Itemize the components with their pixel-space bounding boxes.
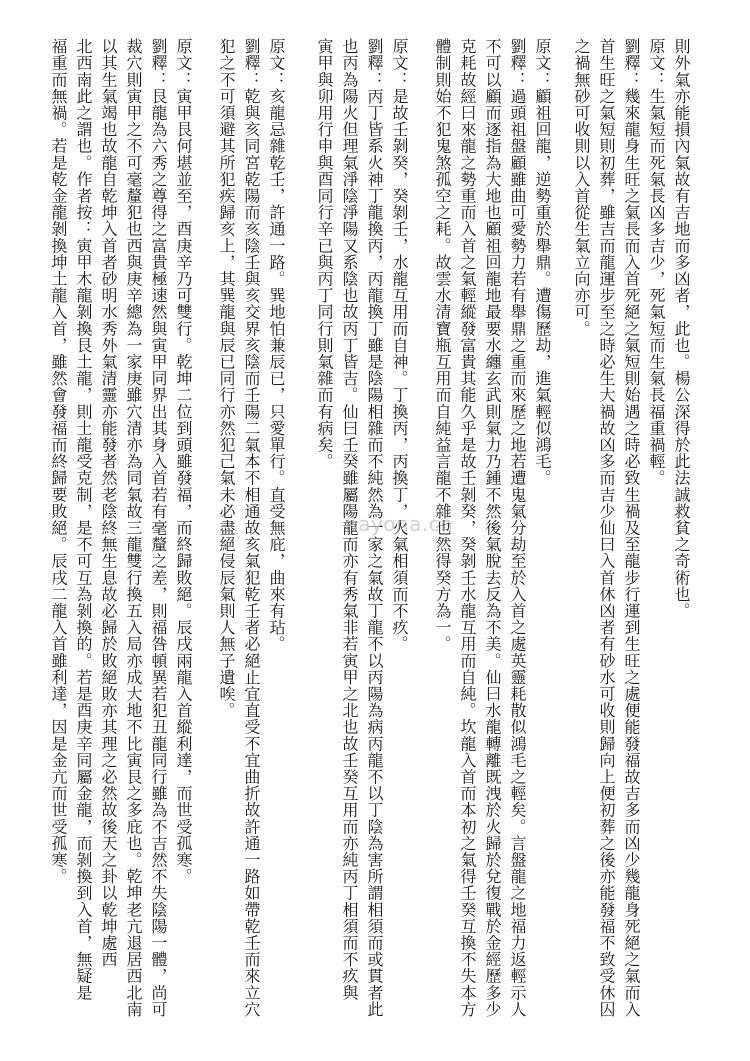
text-column: 寅甲與卯用行申與酉同行辛已與丙丁同行則氣雜而有病矣。 <box>315 38 334 470</box>
text-column: 則外氣亦能損內氣故有吉地而多凶者，此也。楊公深得於此法誠救貧之奇術也。 <box>672 38 691 619</box>
text-column: 犯之不可須避其所犯疾歸亥上，其巽龍與辰已同行亦然犯己氣未必盡絕侵辰氣則人無子遺唉。 <box>217 38 236 719</box>
text-column: 不可以顧而逐指為大地也顧祖回龍地最要水纏玄武則氣力乃鍾不然後氣脫去反為不美。仙曰水龍轉離既洩於火歸於兌復戰於金經歷多少 <box>483 38 502 1018</box>
text-column: 體制則始不犯鬼煞孤空之耗。故雲水清寶瓶互用而自純益言龍不雜也然得癸方為一。 <box>433 38 452 653</box>
text-column: 也丙為陽火但理氣淨陰淨陽又系陰也故丙丁皆吉。仙曰壬癸雖屬陽龍而亦有秀氣非若寅甲之北也故壬癸互用而亦純丙丁相須而不疚與 <box>340 38 359 1001</box>
watermark: nayona.cn <box>345 512 454 536</box>
text-column: 原文：是故壬剝癸，癸剝壬，水龍互用而自神。丁換丙，丙換丁，火氣相須而不疚。 <box>390 38 409 653</box>
text-column: 劉釋：過頭祖盤顧雖曲可愛勢力若有舉鼎之重而來歷之地若遭鬼氣分劫至於入首之處英靈耗散似鴻毛之輕矣。言盤龍之地福力返輕示人 <box>508 38 527 1018</box>
text-column: 原文：生氣短而死氣長凶多吉少，死氣短而生氣長福重禍輕。 <box>647 38 666 487</box>
text-column: 劉釋：乾與亥同宮乾陽而亥陰壬與亥交界亥陰而壬陽二氣本不相通故亥氣犯乾壬者必絕止宜直受不宜曲折故許通一路如帶乾壬而來立穴 <box>242 38 261 1018</box>
text-column: 原文：顧祖回龍，逆勢重於舉鼎。遭傷歷劫，進氣輕似鴻毛。 <box>533 38 552 487</box>
text-column: 以其生氣竭也故龍自乾坤入首者砂明水秀外氣清靈亦能發者然老陰終無生息故必歸於敗絕敗亦其理之必然故後天之卦以乾坤處西 <box>99 38 118 968</box>
text-column: 裁穴則寅甲之不可毫釐犯也西與庚辛總為一家庚雖穴清亦為同氣故三龍雙行換五入局亦成大地不比寅艮之多庇也。乾坤老亢退居西北南 <box>124 38 143 1018</box>
text-column: 劉釋：艮龍為六秀之尊得之富貴極速然與寅甲同界出其身入首若有毫釐之差，則福咎頓異若犯丑龍同行雖為不吉然不失陰陽一體，尚可 <box>149 38 168 1018</box>
text-column: 之禍無砂可收則以入首從生氣立向亦可。 <box>572 38 591 337</box>
text-column: 原文：亥龍忌雜乾壬，許通一路。巽地怕兼辰已，只愛單行。直受無庇，曲來有玷。 <box>267 38 286 653</box>
text-column: 劉釋：丙丁皆系火神丁龍換丙，丙龍換丁雖是陰陽相雜而不純然為一家之氣故丁龍不以丙陽為病丙龍不以丁陰為害所謂相須而或貫者此 <box>365 38 384 1018</box>
text-column: 福重而無禍。若是乾金龍剝換坤土龍入首，雖然會發福而終歸要敗絕。辰戌二龍入首雖利達，因是金亢而世受孤寒。 <box>49 38 68 885</box>
text-column: 劉釋：幾來龍身生旺之氣長而入首死絕之氣短則始遇之時必致生禍及至龍步行運到生旺之處便能發福故吉多而凶少幾龍身死絕之氣而入 <box>622 38 641 1018</box>
text-column: 克耗故經曰來龍之勢重而入首之氣輕縱發富貴其能久乎是故壬剝癸，癸剝壬水龍互用而自純。坎龍入首而本初之氣得壬癸互換不失本方 <box>458 38 477 1018</box>
text-column: 北西南此之謂也。作者按：寅甲木龍剝換艮土龍，則土龍受克制，是不可互為剝換的。若是酉庚辛同屬金龍，而剝換到入首，無疑是 <box>74 38 93 1001</box>
text-column: 原文：寅甲艮何堪並至，酉庚辛乃可雙行。乾坤二位到頭雖發福，而終歸敗絕。辰戌兩龍入首縱利達，而世受孤寒。 <box>174 38 193 885</box>
text-column: 首生旺之氣短則初葬，雖吉而龍運步至之時必生大禍故凶多而吉少仙曰入首休凶者有砂水可收則歸向上便初葬之後亦能發福不致受休囚 <box>597 38 616 1018</box>
